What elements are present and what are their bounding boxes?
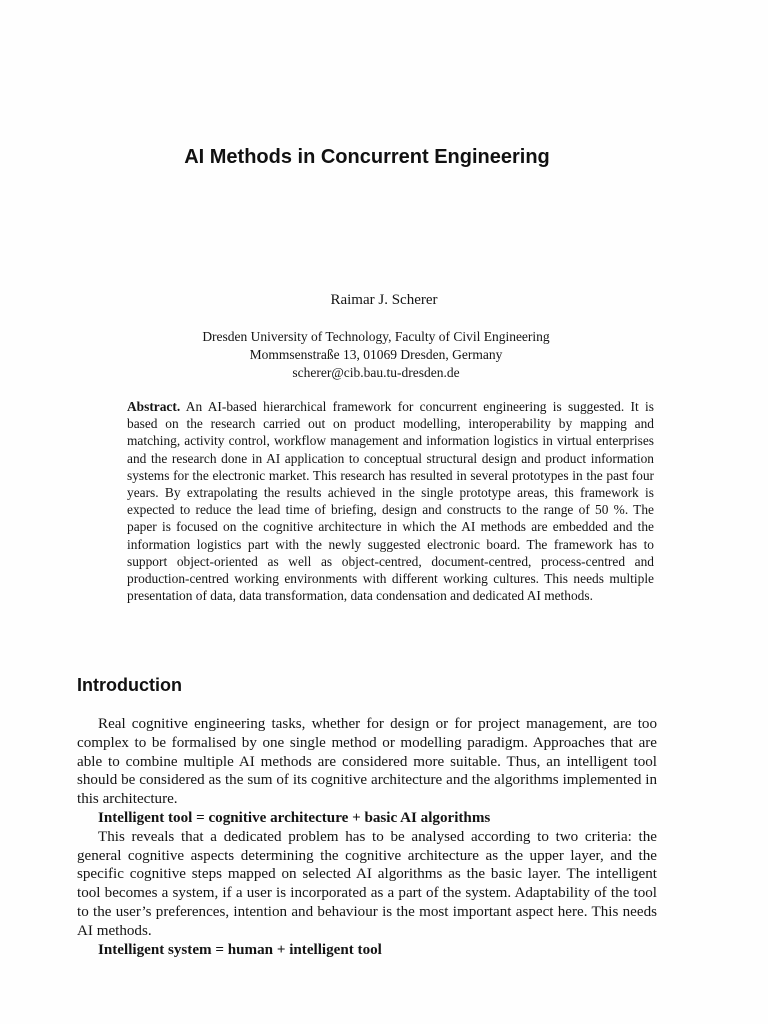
equation-intelligent-tool: Intelligent tool = cognitive architecture + basic AI algorithms	[98, 809, 491, 826]
equation-intelligent-system: Intelligent system = human + intelligent tool	[98, 941, 382, 958]
affiliation-institution: Dresden University of Technology, Faculty of Civil Engineering	[202, 329, 550, 344]
introduction-body	[77, 715, 657, 959]
abstract	[127, 398, 654, 604]
affiliation-email: scherer@cib.bau.tu-dresden.de	[292, 365, 460, 380]
abstract-keyword: Abstract.	[127, 399, 181, 414]
paper-title: AI Methods in Concurrent Engineering	[184, 146, 550, 168]
affiliation	[0, 328, 752, 382]
section-heading-introduction: Introduction	[77, 675, 182, 695]
intro-paragraph-1: Real cognitive engineering tasks, whether for design or for project management, are too complex to be formalised by one single method or modelling paradigm. Approaches that are able to combine multiple AI methods are considered more suitable. Thus, an intelligent tool should be considered as the sum of its cognitive architecture and the algorithms implemented in this architecture.	[77, 716, 657, 808]
intro-paragraph-2: This reveals that a dedicated problem has to be analysed according to two criteria: the general cognitive aspects determining the cognitive architecture as the upper layer, and the specific cognitive steps mapped on selected AI algorithms as the basic layer. The intelligent tool becomes a system, if a user is incorporated as a part of the system. Adaptability of the tool to the user’s preferences, intention and behaviour is the most important aspect here. This needs AI methods.	[77, 828, 657, 939]
author-name: Raimar J. Scherer	[330, 292, 438, 308]
abstract-text: An AI-based hierarchical framework for concurrent engineering is suggested. It is based on the research carried out on product modelling, interoperability by mapping and matching, activity control, workflow management and information logistics in virtual enterprises and the research done in AI application to conceptual structural design and product information systems for the electronic market. This research has resulted in several prototypes in the past four years. By extrapolating the results achieved in the single prototype areas, this framework is expected to reduce the lead time of briefing, design and constructs to the range of 50 %. The paper is focused on the cognitive architecture in which the AI methods are embedded and the information logistics part with the newly suggested electronic board. The framework has to support object-oriented as well as object-centred, document-centred, process-centred and production-centred working environments with different working cultures. This needs multiple presentation of data, data transformation, data condensation and dedicated AI methods.	[127, 399, 654, 604]
affiliation-address: Mommsenstraße 13, 01069 Dresden, Germany	[249, 347, 503, 362]
